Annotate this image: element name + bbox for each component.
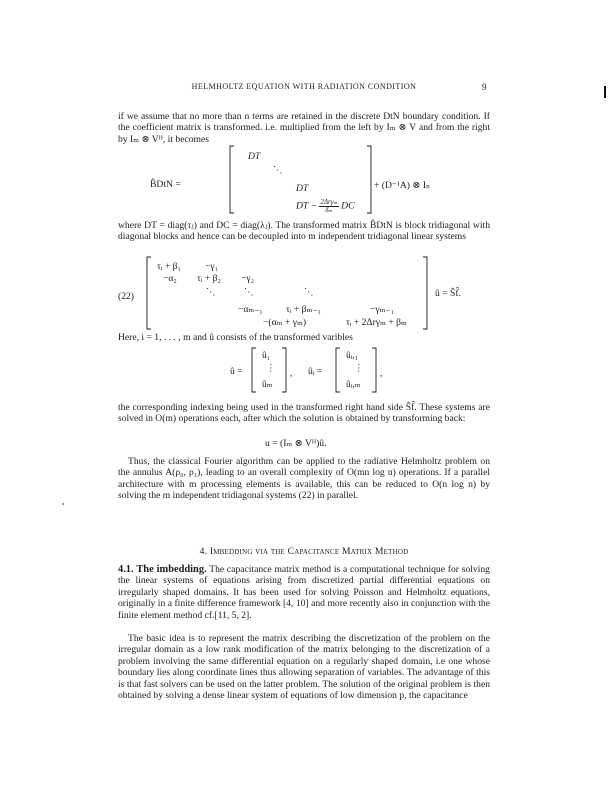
eq22-r5c0: −(αₘ + γₘ): [263, 317, 307, 328]
eq22-r2c2: −γ₂: [241, 273, 254, 284]
eq-uhat-end: ,: [380, 368, 383, 379]
section-heading: [118, 546, 490, 557]
eq22-r1c2: −γ₁: [205, 261, 218, 272]
eq22-label: (22): [118, 291, 134, 302]
paragraph-basic-idea: The basic idea is to represent the matrix describing the discretization of the problem on the irregular domain as a low rank modification of the matrix belonging to the discretization of a problem involving the same differential equation on a regularly shaped domain, i.e one whose boundary lies along coordinate lines thus allowing separation of variables. The advantage of this is that fast solvers can be used on the latter problem. The solution of the original problem is then obtained by solving a dense linear system of equations of low dimension p, the capacitance: [118, 633, 490, 702]
eq-uhat-sep: ,: [290, 368, 293, 379]
eq-uhat-i-lhs: ûᵢ =: [308, 366, 323, 377]
section-number: 4.: [199, 546, 208, 557]
section-title: Imbedding via the Capacitance Matrix Method: [209, 546, 409, 557]
eq-bdtn-dt-bottom: [296, 199, 355, 214]
eq-uhat-bottom: ûₘ: [262, 379, 273, 390]
eq22-r4c0: −αₘ₋₁: [238, 304, 263, 315]
eq-uhat-i-bottom: ûᵢ,ₘ: [346, 379, 361, 390]
eq-bdtn-dt-top: DT: [248, 151, 261, 162]
eq-bdtn-dc: DC: [341, 200, 355, 212]
eq22-ddots-1: ⋱: [206, 287, 216, 298]
eq22-r5c1: τᵢ + 2Δrγₘ + βₘ: [346, 317, 407, 328]
eq-uhat-top: û₁: [262, 350, 271, 361]
paragraph-decoupling: where DT = diag(τⱼ) and DC = diag(λⱼ). The transformed matrix B̂DtN is block tridiagonal with diagonal blocks and hence can be decoupled into m independent tridiagonal linear systems: [118, 220, 490, 243]
eq-uhat-i-top: ûᵢ,₁: [346, 350, 359, 361]
page-number: 9: [482, 82, 487, 92]
eq22-r2c1: τᵢ + β₂: [197, 273, 221, 284]
eq-bdtn-ddots: ⋱: [273, 165, 283, 176]
paragraph-here-i: Here, i = 1, . . . , m and û consists of the transformed varibles: [118, 332, 353, 343]
eq22-r4c2: −γₘ₋₁: [370, 304, 394, 315]
paragraph-dtn-intro: if we assume that no more than n terms are retained in the discrete DtN boundary condition. If the coefficient matrix is transformed. i.e. multiplied from the left by Iₘ ⊗ V and from the right by Iₘ ⊗ Vᴴ, it becomes: [118, 111, 490, 145]
paragraph-indexing: the corresponding indexing being used in the transformed right hand side Ŝf̂. These systems are solved in O(m) operations each, after which the solution is obtained by transforming back:: [118, 402, 490, 425]
paragraph-imbedding: [118, 564, 490, 621]
eq-bdtn-frac-num: 2Δrγₘ: [320, 198, 338, 206]
eq-bdtn-rhs: + (D⁻¹A) ⊗ Iₙ: [374, 180, 431, 191]
eq22-r1c1: τᵢ + β₁: [157, 261, 181, 272]
eq-bdtn-dt-bottom-text: DT −: [296, 200, 317, 212]
subsection-number: 4.1.: [118, 564, 134, 575]
eq-uhat-vdots: ⋮: [266, 363, 276, 374]
eq-bdtn-frac-den: δₘ: [325, 206, 333, 214]
eq-uhat-lhs: û =: [230, 366, 243, 377]
running-header: HELMHOLTZ EQUATION WITH RADIATION CONDITION: [191, 82, 417, 91]
eq22-ddots-2: ⋱: [244, 287, 254, 298]
scan-speck: [62, 503, 64, 505]
paragraph-fourier: Thus, the classical Fourier algorithm can be applied to the radiative Helmholtz problem on the annulus A(ρ₀, ρ₁), leading to an overall complexity of O(mn log n) operations. If a parallel architecture with m processing elements is available, this can be reduced to O(n log n) by solving the m independent tridiagonal systems (22) in parallel.: [118, 456, 490, 502]
eq22-r2c0: −α₂: [163, 273, 177, 284]
eq22-rhs: û = Ŝf̂.: [435, 288, 461, 299]
subsection-title: The imbedding.: [136, 564, 207, 575]
eq-transform-back: u = (Iₘ ⊗ Vᴴ)û.: [265, 438, 327, 449]
eq-bdtn-lhs: B̂DtN =: [150, 179, 181, 190]
eq-bdtn-fraction: [319, 199, 338, 214]
eq22-ddots-3: ⋱: [304, 287, 314, 298]
margin-mark: [604, 86, 606, 98]
eq-uhat-i-vdots: ⋮: [354, 363, 364, 374]
paragraph-imbedding-text: The capacitance matrix method is a computational technique for solving the linear systems of equations arising from discretized partial differential equations on irregularly shaped domains. It has been used for solving Poisson and Helmholtz equations, originally in a finite difference framework [4, 10] and more recently also in conjunction with the finite element method cf.[11, 5, 2].: [118, 564, 490, 621]
eq-bdtn-dt-mid: DT: [296, 183, 309, 194]
eq22-r4c1: τᵢ + βₘ₋₁: [286, 304, 321, 315]
